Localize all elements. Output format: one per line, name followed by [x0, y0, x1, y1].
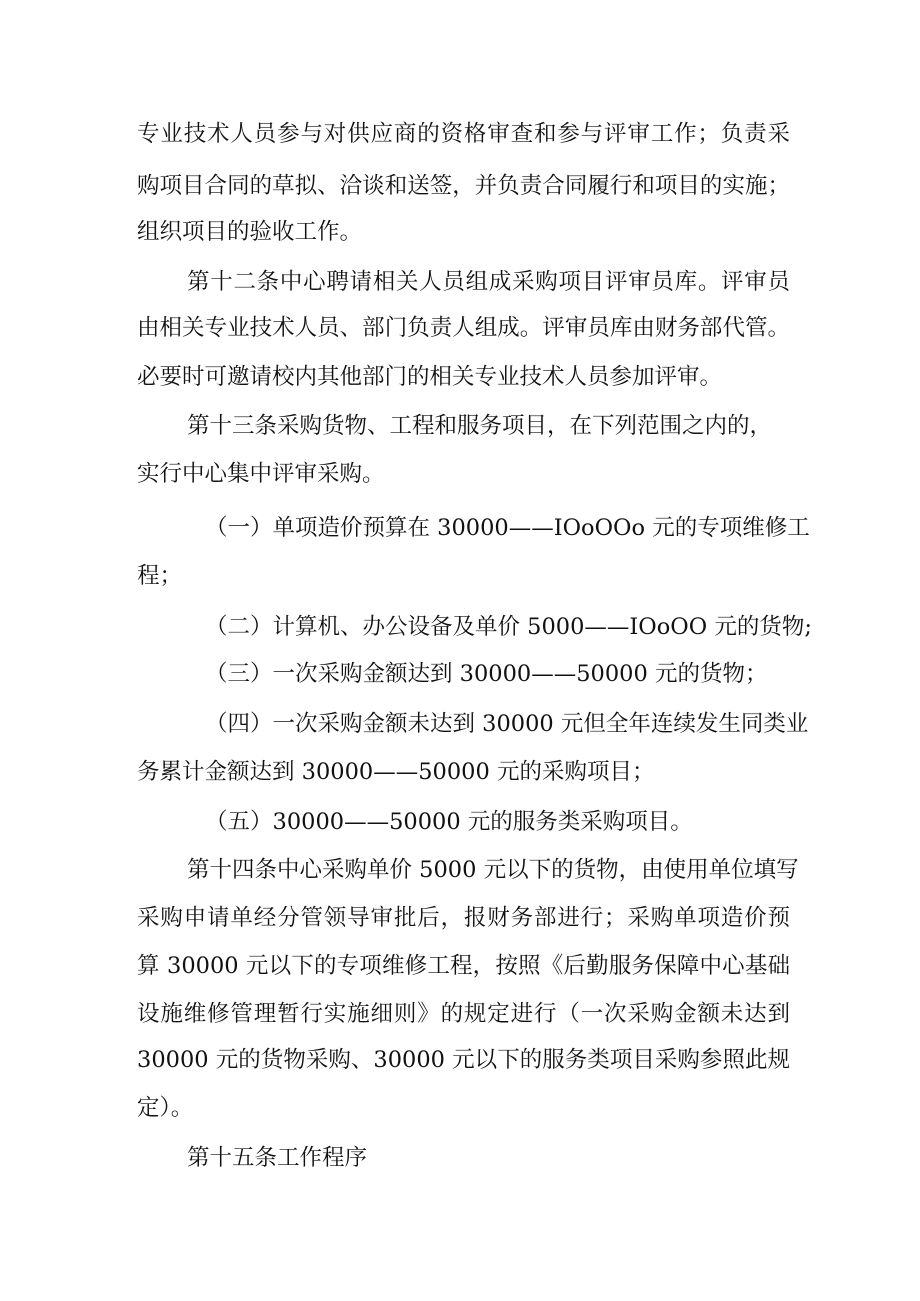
paragraph-line: 专业技术人员参与对供应商的资格审查和参与评审工作；负责采: [137, 121, 790, 147]
paragraph-line: 30000 元的货物采购、30000 元以下的服务类项目采购参照此规: [137, 1047, 790, 1073]
paragraph-line: 必要时可邀请校内其他部门的相关专业技术人员参加评审。: [137, 364, 723, 390]
paragraph-line: 第十三条采购货物、工程和服务项目，在下列范围之内的，: [187, 413, 773, 439]
paragraph-line: 定）。: [137, 1095, 194, 1121]
paragraph-line: 第十四条中心采购单价 5000 元以下的货物，由使用单位填写: [187, 857, 799, 883]
paragraph-line: 程；: [137, 563, 183, 589]
paragraph-line: 第十二条中心聘请相关人员组成采购项目评审员库。评审员: [187, 269, 790, 295]
paragraph-line: 采购申请单经分管领导审批后，报财务部进行；采购单项造价预: [137, 905, 790, 931]
paragraph-line: 组织项目的验收工作。: [137, 219, 363, 245]
paragraph-line: 算 30000 元以下的专项维修工程，按照《后勤服务保障中心基础: [137, 953, 790, 979]
paragraph-line: （二）计算机、办公设备及单价 5000——IOoOO 元的货物;: [205, 614, 812, 640]
paragraph-line: （五）30000——50000 元的服务类采购项目。: [205, 809, 693, 835]
paragraph-line: 设施维修管理暂行实施细则》的规定进行（一次采购金额未达到: [137, 1001, 790, 1027]
paragraph-line: 实行中心集中评审采购。: [137, 461, 385, 487]
paragraph-line: 购项目合同的草拟、洽谈和送签，并负责合同履行和项目的实施；: [137, 173, 790, 199]
paragraph-line: （三）一次采购金额达到 30000——50000 元的货物；: [205, 661, 768, 687]
paragraph-line: 由相关专业技术人员、部门负责人组成。评审员库由财务部代管。: [137, 315, 790, 341]
paragraph-line: （四）一次采购金额未达到 30000 元但全年连续发生同类业: [205, 711, 809, 737]
paragraph-line: （一）单项造价预算在 30000——IOoOOo 元的专项维修工: [205, 515, 810, 541]
paragraph-line: 务累计金额达到 30000——50000 元的采购项目；: [137, 759, 655, 785]
section-heading: 第十五条工作程序: [187, 1145, 368, 1171]
